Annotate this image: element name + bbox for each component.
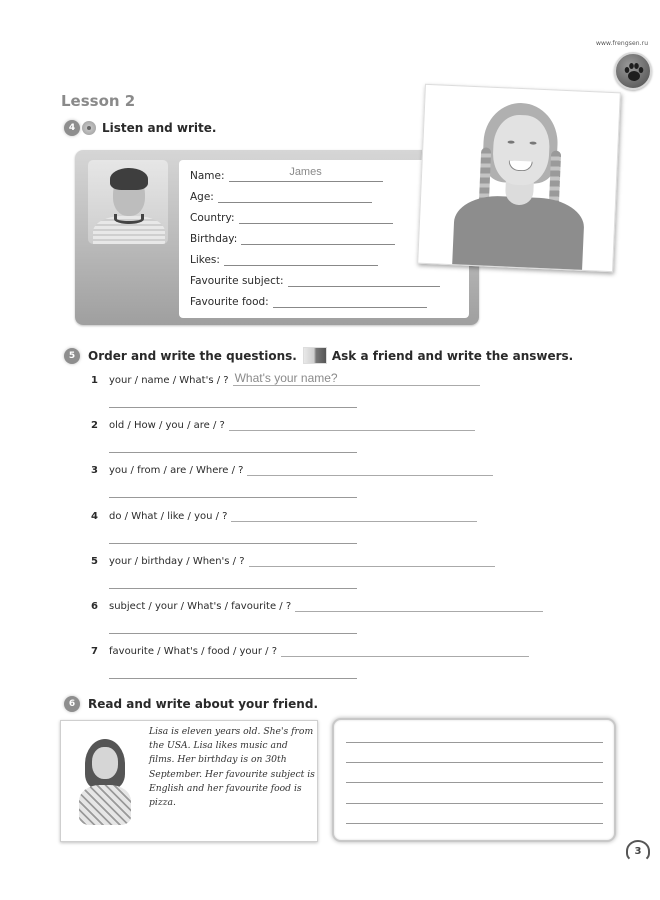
writing-line[interactable] (346, 742, 603, 743)
question-input[interactable] (247, 464, 493, 476)
writing-line[interactable] (346, 823, 603, 824)
question-input[interactable] (229, 419, 475, 431)
answer-input[interactable] (109, 633, 357, 634)
likes-input[interactable] (224, 254, 378, 266)
question-row: 1 your / name / What's / ? What's your name? (91, 374, 480, 386)
question-row: 7 favourite / What's / food / your / ? (91, 645, 529, 657)
field-favourite-subject: Favourite subject: (190, 275, 440, 287)
favourite-subject-input[interactable] (288, 275, 440, 287)
question-row: 2 old / How / you / are / ? (91, 419, 475, 431)
writing-box[interactable] (332, 718, 616, 842)
girl-photo (417, 84, 621, 272)
writing-line[interactable] (346, 803, 603, 804)
field-country: Country: (190, 212, 393, 224)
exercise-instruction-b: Ask a friend and write the answers. (331, 348, 574, 363)
lisa-photo (75, 739, 135, 827)
exercise-number: 6 (64, 696, 80, 712)
question-row: 5 your / birthday / When's / ? (91, 555, 495, 567)
field-favourite-food: Favourite food: (190, 296, 427, 308)
country-input[interactable] (239, 212, 393, 224)
exercise-instruction-a: Order and write the questions. (88, 348, 297, 363)
exercise-number: 4 (64, 120, 80, 136)
question-row: 3 you / from / are / Where / ? (91, 464, 493, 476)
field-age: Age: (190, 191, 372, 203)
boy-photo (88, 160, 168, 244)
field-birthday: Birthday: (190, 233, 395, 245)
cd-audio-icon (82, 121, 96, 135)
site-url: www.frengsen.ru (596, 40, 649, 47)
exercise-6-heading (64, 696, 318, 712)
question-input[interactable] (249, 555, 495, 567)
answer-input[interactable] (109, 407, 357, 408)
answer-input[interactable] (109, 497, 357, 498)
answer-input[interactable] (109, 678, 357, 679)
paw-icon (614, 52, 652, 90)
question-input[interactable] (231, 510, 477, 522)
exercise-instruction: Read and write about your friend. (88, 697, 318, 711)
question-row: 6 subject / your / What's / favourite / ? (91, 600, 543, 612)
answer-input[interactable] (109, 543, 357, 544)
exercise-4-heading (64, 120, 216, 136)
answer-input[interactable] (109, 588, 357, 589)
favourite-food-input[interactable] (273, 296, 427, 308)
pair-work-icon (303, 347, 327, 364)
name-input[interactable]: James (229, 170, 383, 182)
field-likes: Likes: (190, 254, 378, 266)
model-text-card (60, 720, 318, 842)
question-input[interactable] (281, 645, 529, 657)
exercise-5-heading (64, 347, 573, 364)
question-row: 4 do / What / like / you / ? (91, 510, 477, 522)
exercise-number: 5 (64, 348, 80, 364)
model-text: Lisa is eleven years old. She's from the USA. Lisa likes music and films. Her birthday is on 30th September. Her favourite subject is English and her favourite food is pizza. (149, 726, 315, 809)
writing-line[interactable] (346, 762, 603, 763)
field-name: Name: James (190, 170, 383, 182)
age-input[interactable] (218, 191, 372, 203)
question-input[interactable]: What's your name? (233, 374, 480, 386)
lesson-title: Lesson 2 (61, 92, 136, 110)
exercise-instruction: Listen and write. (102, 121, 217, 135)
answer-input[interactable] (109, 452, 357, 453)
page-number: 3 (626, 840, 650, 862)
birthday-input[interactable] (241, 233, 395, 245)
question-input[interactable] (295, 600, 543, 612)
writing-line[interactable] (346, 782, 603, 783)
